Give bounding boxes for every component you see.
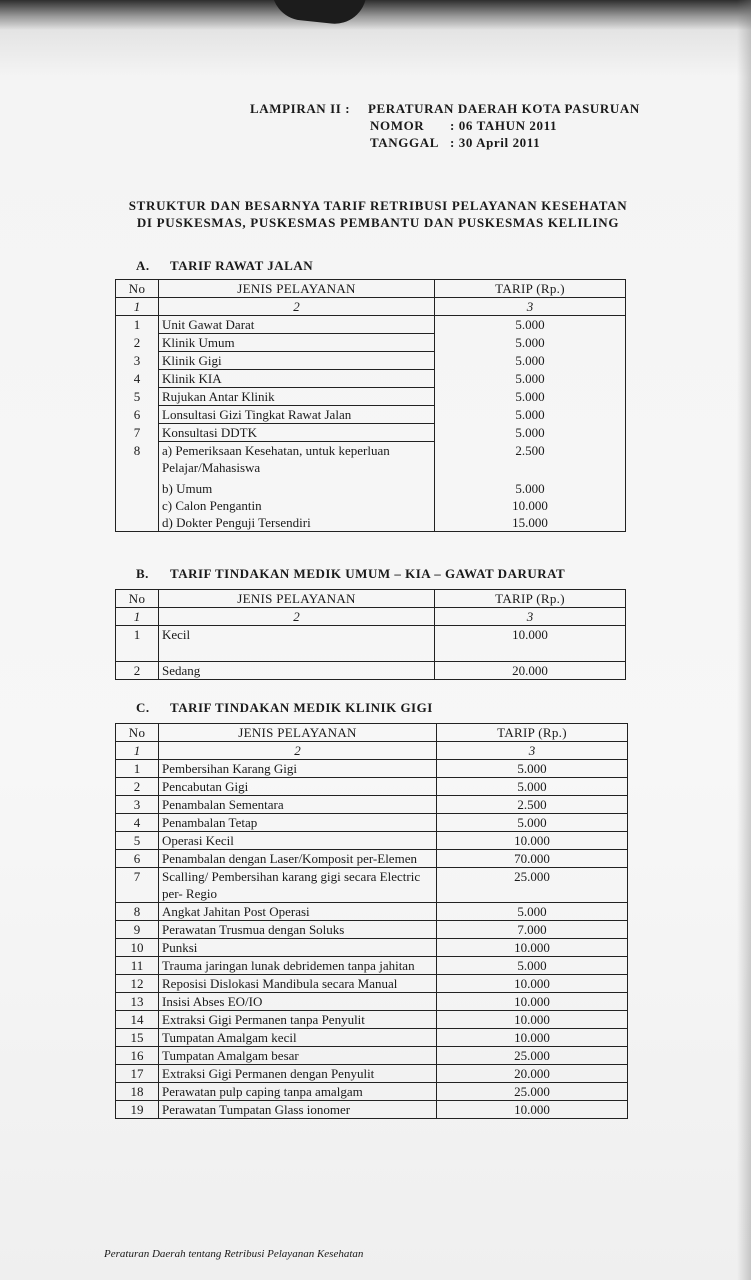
- tarif-value: 70.000: [437, 850, 628, 868]
- row8-tarifs: [435, 442, 626, 532]
- section-b-heading: [136, 566, 565, 582]
- table-rawat-jalan: [115, 279, 626, 532]
- section-title: TARIF TINDAKAN MEDIK KLINIK GIGI: [170, 700, 433, 715]
- row8-tarif-b: 5.000: [515, 480, 545, 496]
- row-number: 1: [116, 760, 159, 778]
- tanggal-value: : 30 April 2011: [450, 135, 541, 150]
- table-row: 7 Konsultasi DDTK 5.000: [116, 424, 626, 442]
- tarif-value: 10.000: [437, 993, 628, 1011]
- row-number: 8: [116, 903, 159, 921]
- table-row: [116, 939, 628, 957]
- tarif-value: 20.000: [437, 1065, 628, 1083]
- service-name: Perawatan pulp caping tanpa amalgam: [159, 1083, 437, 1101]
- table-header-row: [116, 590, 626, 608]
- column-number-row: [116, 298, 626, 316]
- column-number-row: [116, 742, 628, 760]
- col-number: 1: [116, 608, 159, 626]
- table-row: [116, 1065, 628, 1083]
- row-number: 9: [116, 921, 159, 939]
- tarif-value: 5.000: [437, 760, 628, 778]
- table-row: [116, 796, 628, 814]
- lampiran-row: [250, 100, 690, 117]
- service-name: Tumpatan Amalgam kecil: [159, 1029, 437, 1047]
- tarif-value: 5.000: [437, 814, 628, 832]
- row-number: 2: [116, 778, 159, 796]
- col-jenis: JENIS PELAYANAN: [159, 724, 437, 742]
- service-name: Reposisi Dislokasi Mandibula secara Manual: [159, 975, 437, 993]
- section-letter: B.: [136, 566, 149, 581]
- tarif-value: 10.000: [437, 1011, 628, 1029]
- table-row: [116, 1101, 628, 1119]
- table-row: [116, 975, 628, 993]
- lampiran-label: LAMPIRAN II :: [250, 101, 351, 116]
- tarif-value: 10.000: [437, 939, 628, 957]
- section-c-heading: [136, 700, 433, 716]
- tarif-value: 10.000: [437, 1101, 628, 1119]
- service-name: Penambalan Tetap: [159, 814, 437, 832]
- tarif-value: 5.000: [437, 778, 628, 796]
- nomor-value: : 06 TAHUN 2011: [450, 118, 558, 133]
- row8-item-d: d) Dokter Penguji Tersendiri: [162, 515, 311, 530]
- table-row: 5 Rujukan Antar Klinik 5.000: [116, 388, 626, 406]
- col-number: 2: [159, 742, 437, 760]
- row-number: 4: [116, 814, 159, 832]
- nomor-row: [250, 117, 690, 134]
- tarif-value: 5.000: [437, 957, 628, 975]
- table-row: [116, 868, 628, 903]
- table-row: 2 Sedang 20.000: [116, 662, 626, 680]
- row8-services: [159, 442, 435, 532]
- row8-tarif-d: 15.000: [512, 514, 548, 530]
- table-row: [116, 957, 628, 975]
- table-row: [116, 760, 628, 778]
- table-row: 1 Unit Gawat Darat 5.000: [116, 316, 626, 334]
- table-tindakan-medik-umum: [115, 589, 626, 680]
- service-name: Pembersihan Karang Gigi: [159, 760, 437, 778]
- service-name: Punksi: [159, 939, 437, 957]
- col-tarip: TARIP (Rp.): [437, 724, 628, 742]
- service-name: Scalling/ Pembersihan karang gigi secara Electric per- Regio: [159, 868, 437, 903]
- page-edge-shadow: [737, 0, 751, 1280]
- table-row: 1 Kecil 10.000: [116, 626, 626, 662]
- tanggal-label: TANGGAL: [370, 135, 439, 150]
- col-number: 3: [437, 742, 628, 760]
- tarif-value: 10.000: [437, 1029, 628, 1047]
- service-name: Penambalan Sementara: [159, 796, 437, 814]
- table-row: 6 Lonsultasi Gizi Tingkat Rawat Jalan 5.000: [116, 406, 626, 424]
- row8-item-c: c) Calon Pengantin: [162, 498, 262, 513]
- table-row: [116, 1083, 628, 1101]
- tarif-value: 10.000: [437, 975, 628, 993]
- col-tarip: TARIP (Rp.): [435, 590, 626, 608]
- service-name: Angkat Jahitan Post Operasi: [159, 903, 437, 921]
- table-row: 8 a) Pemeriksaan Kesehatan, untuk keperluan Pelajar/Mahasiswa b) Umum c) Calon Pengantin d) Dokter Penguji Tersendiri 2.500 5.000 10.000 15.000: [116, 442, 626, 532]
- row-number: 19: [116, 1101, 159, 1119]
- table-row: 2 Klinik Umum 5.000: [116, 334, 626, 352]
- tarif-value: 10.000: [437, 832, 628, 850]
- row8-item-a: a) Pemeriksaan Kesehatan, untuk keperluan Pelajar/Mahasiswa: [162, 443, 390, 475]
- table-row: [116, 1047, 628, 1065]
- row-number: 16: [116, 1047, 159, 1065]
- row-number: 7: [116, 868, 159, 903]
- col-no: No: [116, 724, 159, 742]
- section-letter: C.: [136, 700, 150, 715]
- lampiran-value: PERATURAN DAERAH KOTA PASURUAN: [368, 101, 640, 116]
- page-footer: Peraturan Daerah tentang Retribusi Pelayanan Kesehatan: [104, 1248, 364, 1260]
- service-name: Penambalan dengan Laser/Komposit per-Elemen: [159, 850, 437, 868]
- section-a-heading: [136, 258, 313, 274]
- col-tarip: TARIP (Rp.): [435, 280, 626, 298]
- row8-item-b: b) Umum: [162, 481, 213, 496]
- tarif-value: 25.000: [437, 1047, 628, 1065]
- col-number: 1: [116, 742, 159, 760]
- table-row: [116, 778, 628, 796]
- col-number: 2: [159, 608, 435, 626]
- table-row: [116, 1011, 628, 1029]
- section-title: TARIF TINDAKAN MEDIK UMUM – KIA – GAWAT DARURAT: [170, 566, 566, 581]
- table-row: [116, 921, 628, 939]
- tanggal-row: [250, 134, 690, 151]
- row8-tarif-a: 2.500: [515, 442, 545, 458]
- table-row: 4 Klinik KIA 5.000: [116, 370, 626, 388]
- row-number: 5: [116, 832, 159, 850]
- table-tindakan-medik-klinik-gigi: [115, 723, 628, 1119]
- col-number: 1: [116, 298, 159, 316]
- service-name: Operasi Kecil: [159, 832, 437, 850]
- row8-tarif-c: 10.000: [512, 497, 548, 513]
- title-line-1: STRUKTUR DAN BESARNYA TARIF RETRIBUSI PELAYANAN KESEHATAN: [128, 198, 628, 213]
- tarif-value: 5.000: [437, 903, 628, 921]
- lampiran-header: [250, 100, 690, 151]
- nomor-label: NOMOR: [370, 118, 425, 133]
- section-title: TARIF RAWAT JALAN: [170, 258, 314, 273]
- tarif-value: 25.000: [437, 1083, 628, 1101]
- col-no: No: [116, 280, 159, 298]
- row-number: 12: [116, 975, 159, 993]
- row-number: 3: [116, 796, 159, 814]
- col-jenis: JENIS PELAYANAN: [159, 590, 435, 608]
- top-shadow: [0, 0, 751, 30]
- column-number-row: [116, 608, 626, 626]
- section-letter: A.: [136, 258, 150, 273]
- table-row: [116, 903, 628, 921]
- col-no: No: [116, 590, 159, 608]
- row-number: 15: [116, 1029, 159, 1047]
- service-name: Insisi Abses EO/IO: [159, 993, 437, 1011]
- table-row: [116, 832, 628, 850]
- service-name: Perawatan Trusmua dengan Soluks: [159, 921, 437, 939]
- service-name: Extraksi Gigi Permanen dengan Penyulit: [159, 1065, 437, 1083]
- col-jenis: JENIS PELAYANAN: [159, 280, 435, 298]
- row-number: 17: [116, 1065, 159, 1083]
- col-number: 3: [435, 298, 626, 316]
- row-number: 6: [116, 850, 159, 868]
- service-name: Extraksi Gigi Permanen tanpa Penyulit: [159, 1011, 437, 1029]
- table-row: [116, 850, 628, 868]
- tarif-value: 2.500: [437, 796, 628, 814]
- col-number: 3: [435, 608, 626, 626]
- row-number: 11: [116, 957, 159, 975]
- service-name: Trauma jaringan lunak debridemen tanpa jahitan: [159, 957, 437, 975]
- document-title: [108, 197, 648, 231]
- tarif-value: 7.000: [437, 921, 628, 939]
- service-name: Tumpatan Amalgam besar: [159, 1047, 437, 1065]
- col-number: 2: [159, 298, 435, 316]
- table-row: [116, 814, 628, 832]
- table-header-row: [116, 724, 628, 742]
- row-number: 10: [116, 939, 159, 957]
- tarif-value: 25.000: [437, 868, 628, 903]
- row-number: 18: [116, 1083, 159, 1101]
- table-header-row: [116, 280, 626, 298]
- service-name: Perawatan Tumpatan Glass ionomer: [159, 1101, 437, 1119]
- row-number: 13: [116, 993, 159, 1011]
- table-row: [116, 993, 628, 1011]
- service-name: Pencabutan Gigi: [159, 778, 437, 796]
- table-row: 3 Klinik Gigi 5.000: [116, 352, 626, 370]
- title-line-2: DI PUSKESMAS, PUSKESMAS PEMBANTU DAN PUSKESMAS KELILING: [136, 215, 620, 230]
- table-row: [116, 1029, 628, 1047]
- row-number: 14: [116, 1011, 159, 1029]
